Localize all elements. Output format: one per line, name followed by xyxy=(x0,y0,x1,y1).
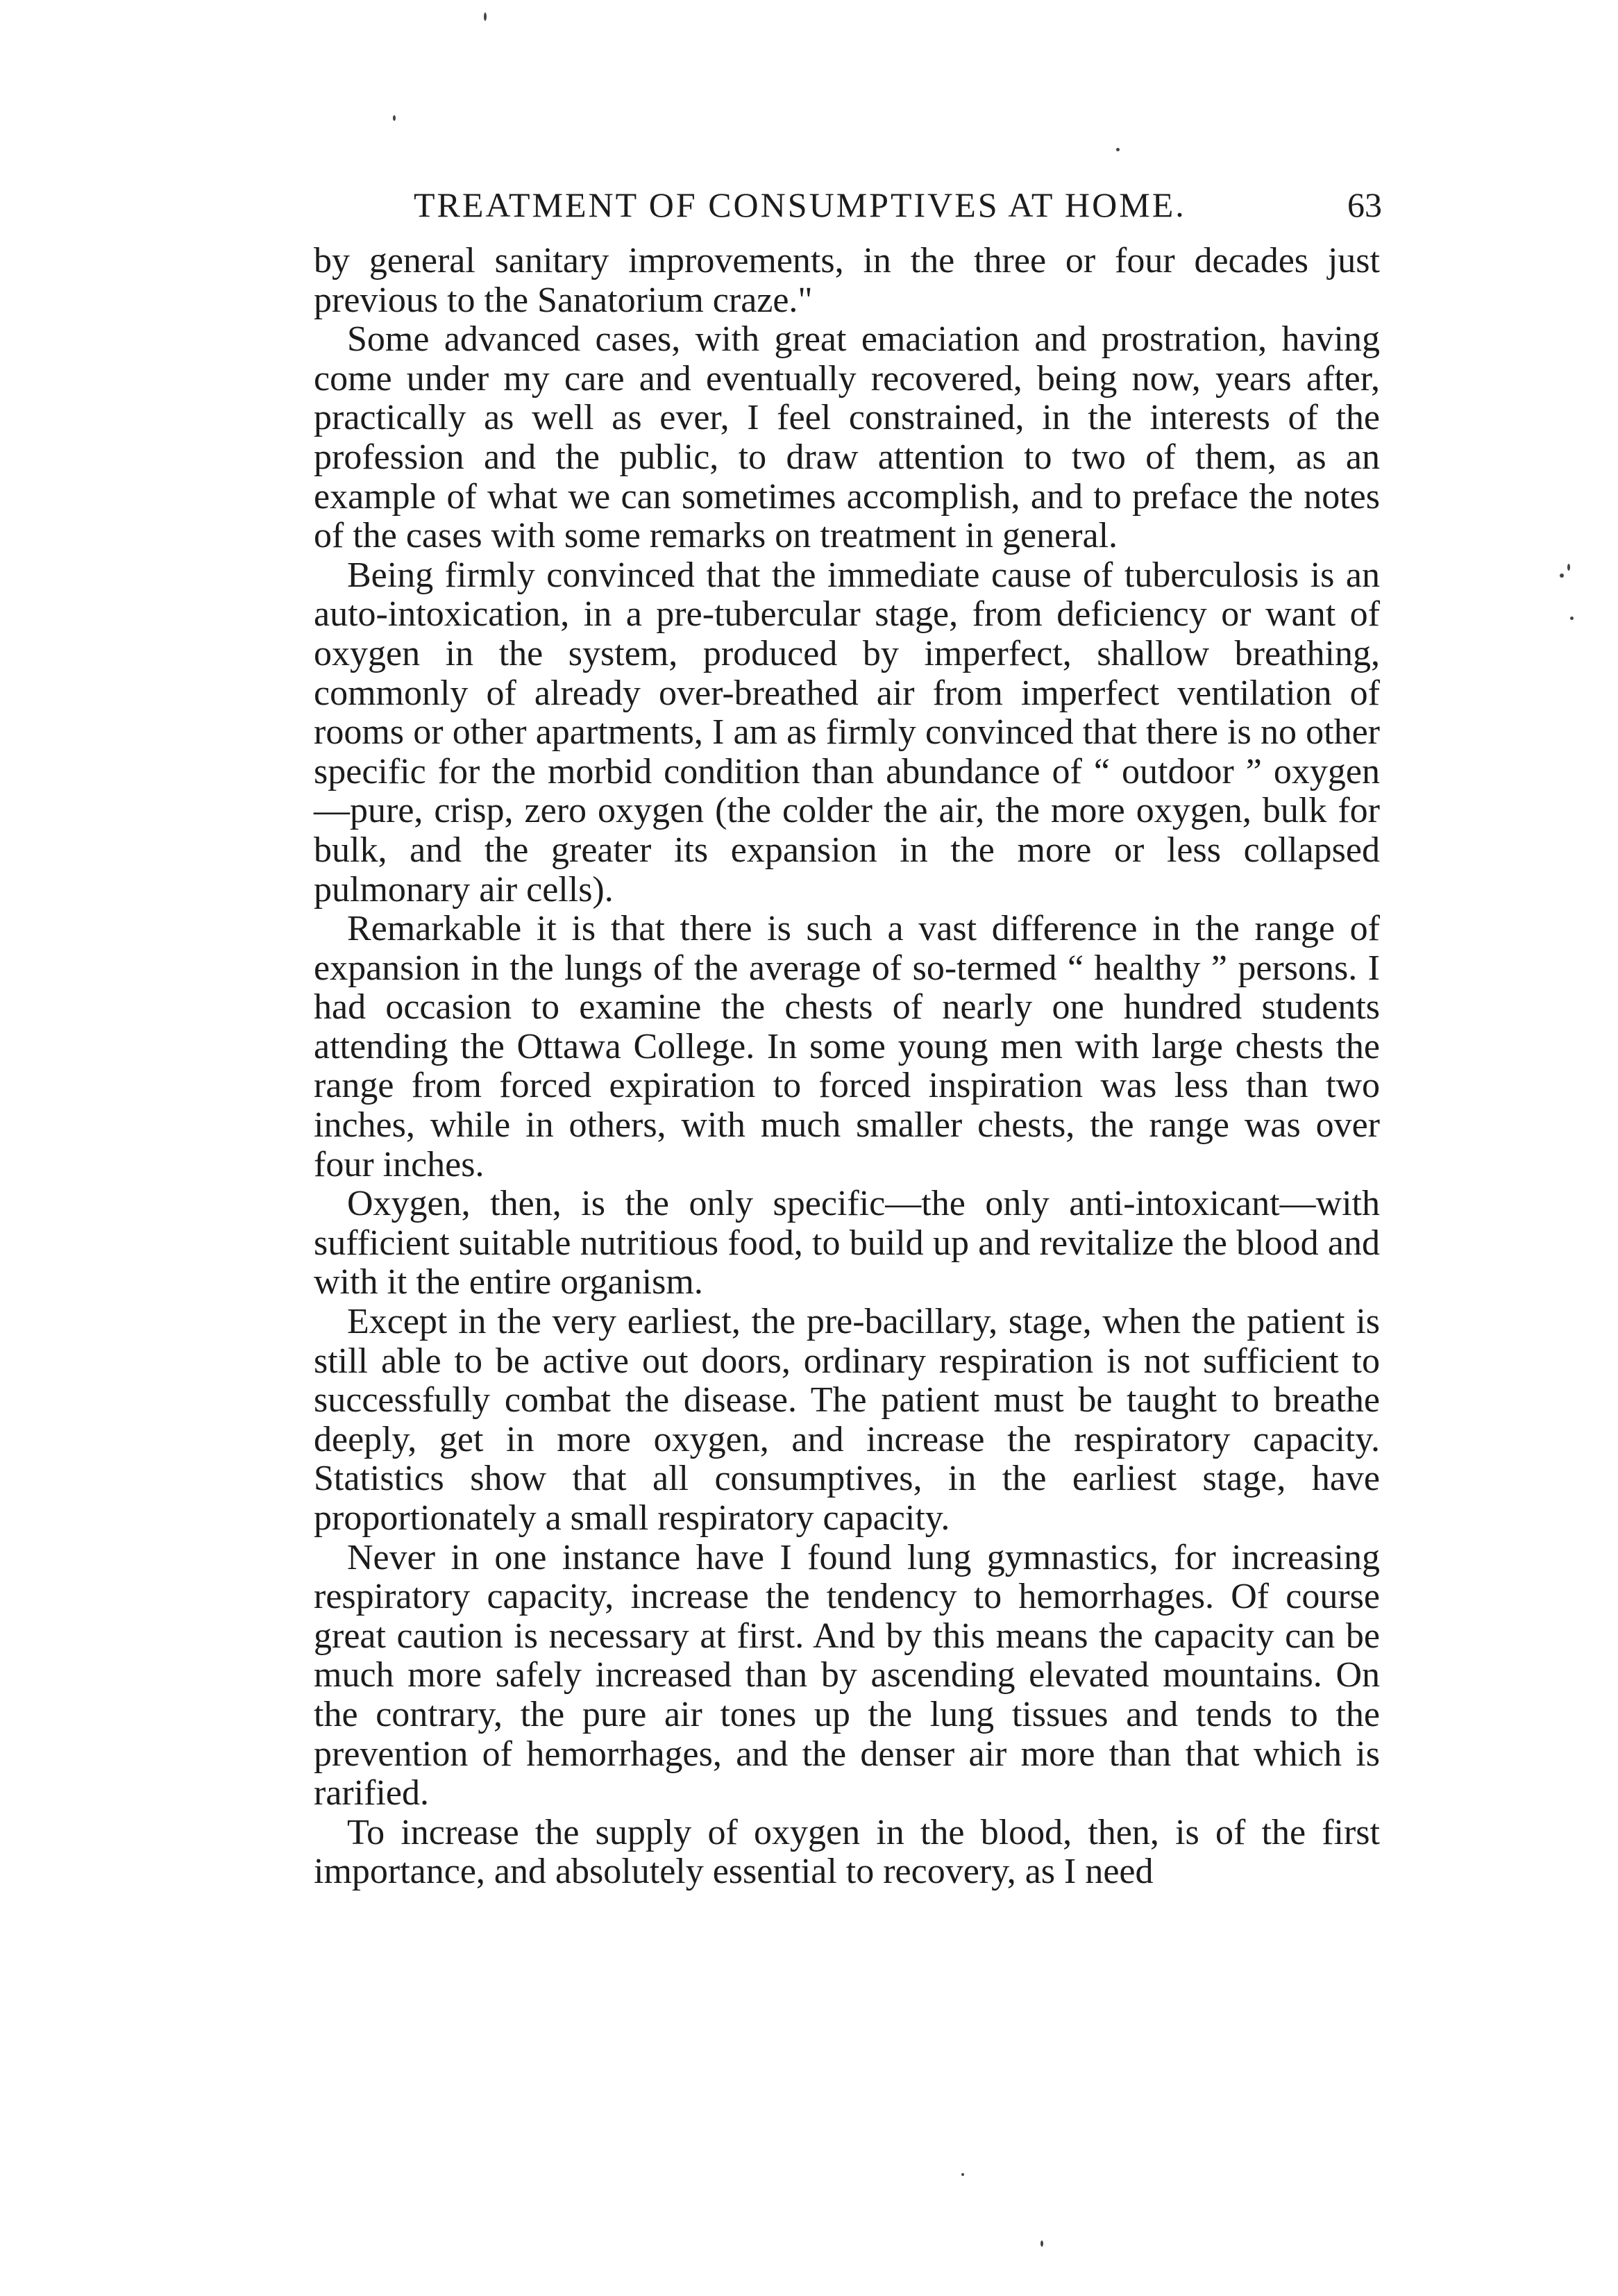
paragraph: Remarkable it is that there is such a vast difference in the range of expansion in the lungs of the average of so-termed “ healthy ” persons. I had occasion to examine the chests of nearly one hundred students attending the Ottawa College. In some young men with large chests the range from forced expiration to forced inspiration was less than two inches, while in others, with much smaller chests, the range was over four inches. xyxy=(314,909,1380,1184)
running-head xyxy=(414,185,1382,233)
scan-speck xyxy=(1040,2240,1043,2247)
scan-speck xyxy=(1560,573,1564,578)
paragraph: Oxygen, then, is the only specific—the only anti-intoxicant—with sufficient suitable nutritious food, to build up and revitalize the blood and with it the entire organism. xyxy=(314,1184,1380,1302)
scan-speck xyxy=(484,12,487,21)
paragraph: Being firmly convinced that the immediate cause of tuberculosis is an auto-intoxication, in a pre-tubercular stage, from deficiency or want of oxygen in the system, produced by imperfect, shallow breathing, commonly of already over-breathed air from imperfect ventilation of rooms or other apartments, I am as firmly convinced that there is no other specific for the morbid condition than abundance of “ outdoor ” oxygen—pure, crisp, zero oxygen (the colder the air, the more oxygen, bulk for bulk, and the greater its expansion in the more or less collapsed pulmonary air cells). xyxy=(314,555,1380,910)
body-text xyxy=(314,242,1380,1892)
scan-speck xyxy=(1570,617,1574,620)
scan-speck xyxy=(1567,564,1570,571)
page-number: 63 xyxy=(1347,185,1382,224)
paragraph: Some advanced cases, with great emaciation and prostration, having come under my care and eventually recovered, being now, years after, practically as well as ever, I feel constrained, in the interests of the profession and the public, to draw attention to two of them, as an example of what we can sometimes accomplish, and to preface the notes of the cases with some remarks on treatment in general. xyxy=(314,319,1380,556)
scan-speck xyxy=(1116,148,1120,151)
scan-speck xyxy=(393,115,396,121)
paragraph: Except in the very earliest, the pre-bacillary, stage, when the patient is still able to be active out doors, ordinary respiration is not sufficient to successfully combat the disease. The patient must be taught to breathe deeply, get in more oxygen, and increase the respiratory capacity. Statistics show that all consumptives, in the earliest stage, have proportionately a small respiratory capacity. xyxy=(314,1302,1380,1538)
scan-speck xyxy=(961,2173,964,2176)
paragraph-continuation: by general sanitary improvements, in the three or four decades just previous to the Sanatorium craze." xyxy=(314,241,1380,320)
running-head-title: TREATMENT OF CONSUMPTIVES AT HOME. xyxy=(414,185,1186,224)
paragraph: Never in one instance have I found lung gymnastics, for increasing respiratory capacity, increase the tendency to hemorrhages. Of course great caution is necessary at first. And by this means the capacity can be much more safely increased than by ascending elevated mountains. On the contrary, the pure air tones up the lung tissues and tends to the prevention of hemorrhages, and the denser air more than that which is rarified. xyxy=(314,1537,1380,1813)
paragraph: To increase the supply of oxygen in the blood, then, is of the first importance, and absolutely essential to recovery, as I need xyxy=(314,1812,1380,1892)
